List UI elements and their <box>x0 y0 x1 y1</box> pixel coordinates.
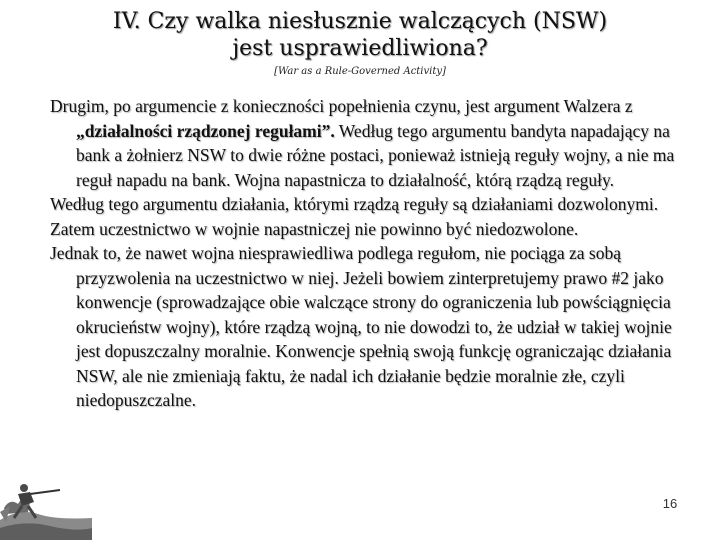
slide-title <box>0 8 720 62</box>
paragraph-1-text-end: Według tego argumentu bandyta napadający na bank a żołnierz NSW to dwie różne postaci, ponieważ istnieją reguły wojny, a nie ma reguł napadu na bank. Wojna napastnicza to działalność, którą rządzą reguły. <box>76 120 675 190</box>
slide-body <box>50 94 700 413</box>
slide-title-line-1: IV. Czy walka niesłusznie walczących (NSW) <box>112 9 608 34</box>
paragraph-1-text-start: Drugim, po argumencie z konieczności popełnienia czynu, jest argument Walzera z <box>50 96 633 116</box>
paragraph-4: Jednak to, że nawet wojna niesprawiedliwa podlega regułom, nie pociąga za sobą przyzwolenia na uczestnictwo w niej. Jeżeli bowiem zinterpretujemy prawo #2 jako konwencje (sprowadzające obie walczące strony do ograniczenia lub powściągnięcia okrucieństw wojny), które rządzą wojną, to nie dowodzi to, że udział w takiej wojnie jest dopuszczalny moralnie. Konwencje spełnią swoją funkcję ograniczając działania NSW, ale nie zmieniają faktu, że nadal ich działanie będzie moralnie złe, czyli niedopuszczalne. <box>50 243 672 410</box>
paragraph-3: Zatem uczestnictwo w wojnie napastniczej nie powinno być niedozwolone. <box>50 218 579 239</box>
paragraph-2: Według tego argumentu działania, którymi rządzą reguły są działaniami dozwolonymi. <box>50 194 659 214</box>
page-number: 16 <box>662 496 678 511</box>
paragraph-1 <box>50 94 700 192</box>
paragraph-1-emphasis: „działalności rządzonej regułami”. <box>76 120 335 141</box>
slide-subtitle: [War as a Rule-Governed Activity] <box>274 66 446 77</box>
slide-title-line-2: jest usprawiedliwiona? <box>232 36 488 61</box>
soldier-photo <box>0 468 92 540</box>
